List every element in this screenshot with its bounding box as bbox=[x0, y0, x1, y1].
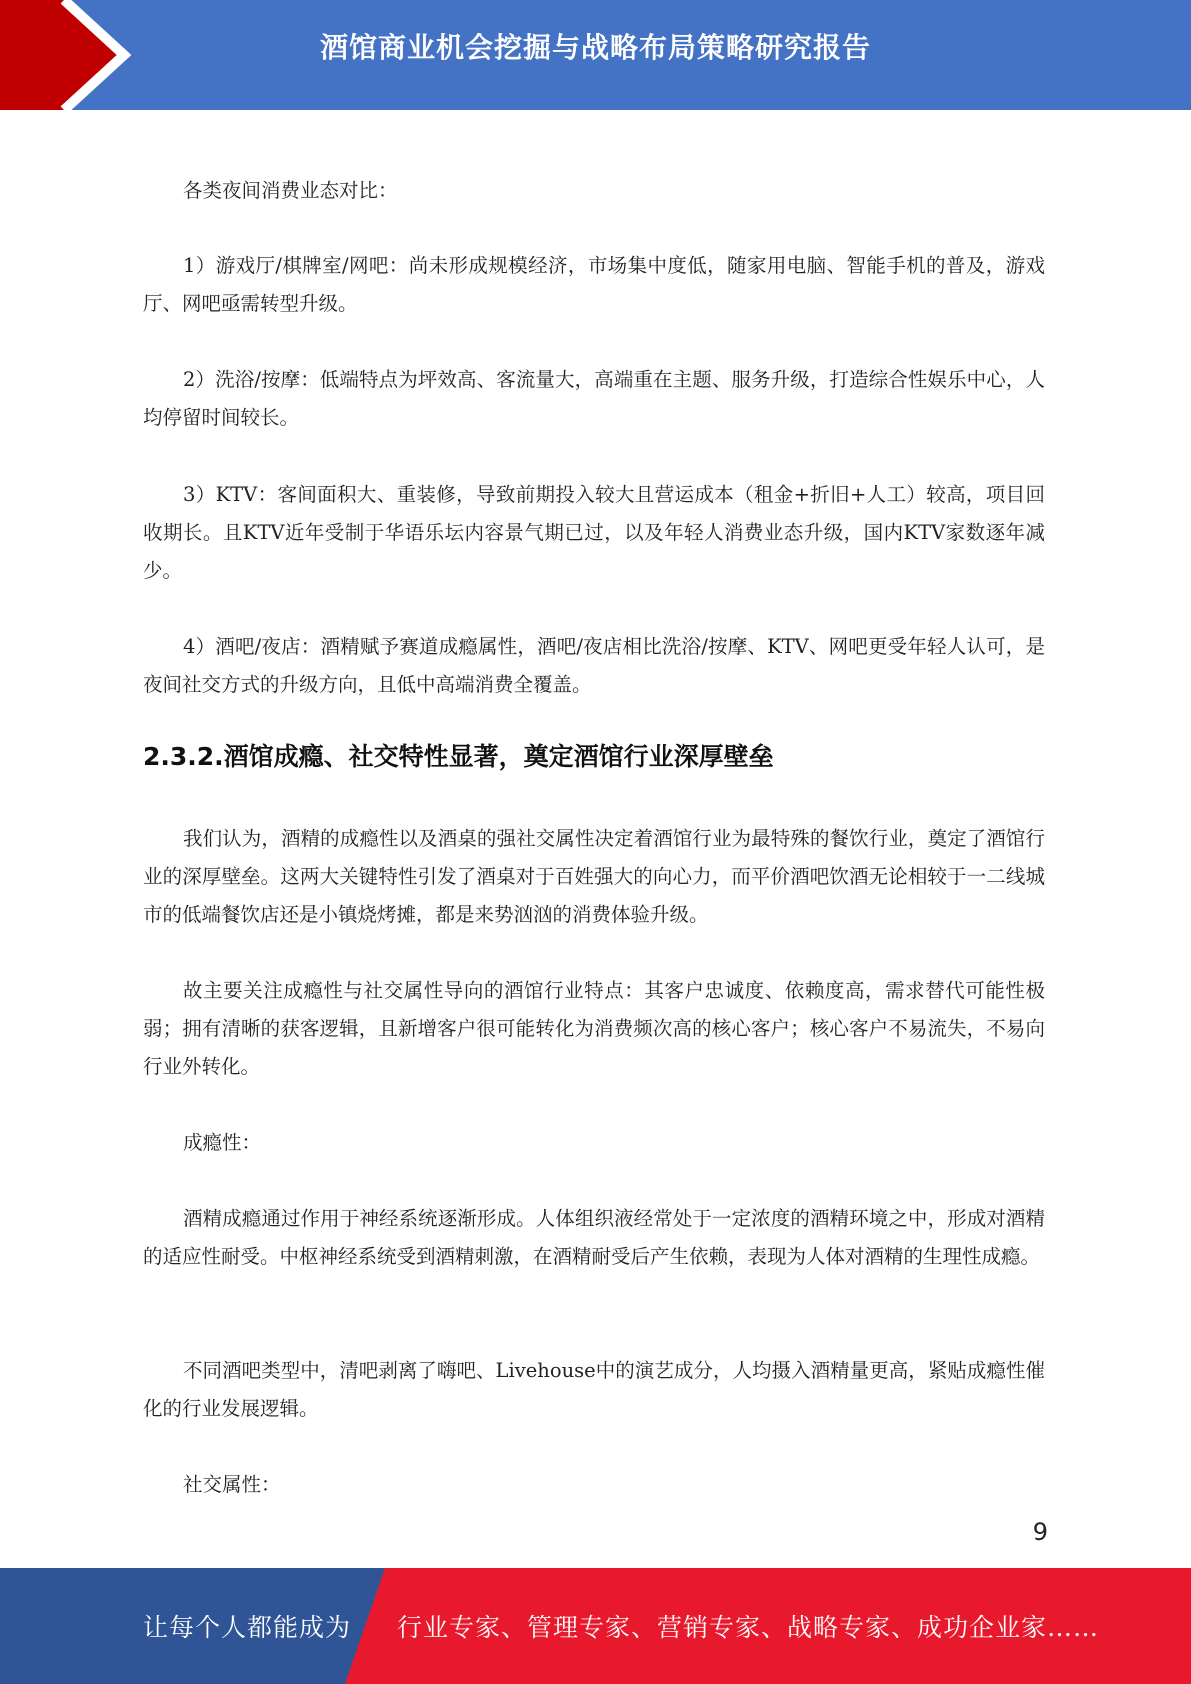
paragraph-item-2: 2）洗浴/按摩：低端特点为坪效高、客流量大，高端重在主题、服务升级，打造综合性娱乐中心，人均停留时间较长。 bbox=[143, 368, 1045, 429]
section-heading: 2.3.2.酒馆成瘾、社交特性显著，奠定酒馆行业深厚壁垒 bbox=[143, 742, 774, 771]
paragraph-item-1: 1）游戏厅/棋牌室/网吧：尚未形成规模经济，市场集中度低，随家用电脑、智能手机的普及，游戏厅、网吧亟需转型升级。 bbox=[143, 254, 1045, 315]
footer-slogan-right: 行业专家、管理专家、营销专家、战略专家、成功企业家…… bbox=[397, 1613, 1100, 1642]
page-header bbox=[0, 0, 1191, 110]
paragraph-features: 故主要关注成瘾性与社交属性导向的酒馆行业特点：其客户忠诚度、依赖度高，需求替代可能性极弱；拥有清晰的获客逻辑，且新增客户很可能转化为消费频次高的核心客户；核心客户不易流失，不易向行业外转化。 bbox=[143, 979, 1045, 1078]
footer-slogan-left: 让每个人都能成为 bbox=[143, 1613, 352, 1642]
paragraph-addiction-label: 成瘾性： bbox=[183, 1131, 262, 1154]
paragraph-item-3: 3）KTV：客间面积大、重装修，导致前期投入较大且营运成本（租金+折旧+人工）较高，项目回收期长。且KTV近年受制于华语乐坛内容景气期已过，以及年轻人消费业态升级，国内KTV家数逐年减少。 bbox=[143, 483, 1045, 582]
page-footer bbox=[0, 1568, 1191, 1684]
page-number: 9 bbox=[1032, 1518, 1048, 1546]
paragraph-bar-types: 不同酒吧类型中，清吧剥离了嗨吧、Livehouse中的演艺成分，人均摄入酒精量更高，紧贴成瘾性催化的行业发展逻辑。 bbox=[143, 1359, 1045, 1420]
header-arrow-decoration bbox=[0, 0, 170, 110]
paragraph-item-4: 4）酒吧/夜店：酒精赋予赛道成瘾属性，酒吧/夜店相比洗浴/按摩、KTV、网吧更受年轻人认可，是夜间社交方式的升级方向，且低中高端消费全覆盖。 bbox=[143, 635, 1045, 696]
paragraph-social-label: 社交属性： bbox=[183, 1473, 281, 1496]
paragraph-analysis: 我们认为，酒精的成瘾性以及酒桌的强社交属性决定着酒馆行业为最特殊的餐饮行业，奠定了酒馆行业的深厚壁垒。这两大关键特性引发了酒桌对于百姓强大的向心力，而平价酒吧饮酒无论相较于一二线城市的低端餐饮店还是小镇烧烤摊，都是来势汹汹的消费体验升级。 bbox=[143, 827, 1045, 926]
paragraph-addiction: 酒精成瘾通过作用于神经系统逐渐形成。人体组织液经常处于一定浓度的酒精环境之中，形成对酒精的适应性耐受。中枢神经系统受到酒精刺激，在酒精耐受后产生依赖，表现为人体对酒精的生理性成瘾。 bbox=[143, 1207, 1045, 1268]
paragraph-intro: 各类夜间消费业态对比： bbox=[183, 179, 398, 202]
document-title: 酒馆商业机会挖掘与战略布局策略研究报告 bbox=[320, 31, 872, 64]
